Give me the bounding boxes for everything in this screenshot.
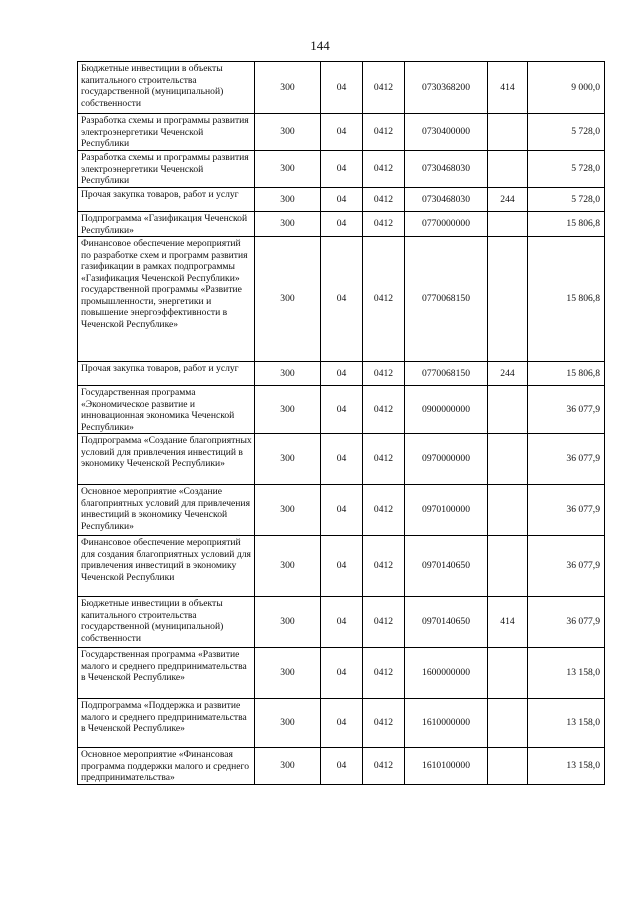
row-section: 04	[321, 434, 363, 485]
row-target-code: 1600000000	[405, 648, 488, 699]
row-name: Прочая закупка товаров, работ и услуг	[78, 362, 255, 386]
row-name: Финансовое обеспечение мероприятий для создания благоприятных условий для привлечения инвестиций в экономику Чеченской Республики	[78, 536, 255, 597]
row-expense-type	[488, 485, 528, 536]
row-subsection: 0412	[363, 536, 405, 597]
row-subsection: 0412	[363, 151, 405, 188]
row-amount: 5 728,0	[528, 151, 605, 188]
table-row	[78, 237, 605, 362]
row-section: 04	[321, 386, 363, 434]
row-expense-type	[488, 151, 528, 188]
table-row	[78, 151, 605, 188]
row-section: 04	[321, 699, 363, 748]
row-code-300: 300	[255, 62, 321, 114]
row-section: 04	[321, 237, 363, 362]
row-target-code: 0730368200	[405, 62, 488, 114]
row-code-300: 300	[255, 485, 321, 536]
row-target-code: 0770068150	[405, 237, 488, 362]
row-target-code: 0970140650	[405, 536, 488, 597]
table-body	[78, 62, 605, 785]
table-row	[78, 114, 605, 151]
row-target-code: 0970100000	[405, 485, 488, 536]
row-subsection: 0412	[363, 597, 405, 648]
table-row	[78, 748, 605, 785]
row-amount: 13 158,0	[528, 748, 605, 785]
row-expense-type	[488, 748, 528, 785]
row-subsection: 0412	[363, 212, 405, 237]
row-expense-type: 244	[488, 188, 528, 212]
row-section: 04	[321, 114, 363, 151]
table-row	[78, 485, 605, 536]
row-code-300: 300	[255, 434, 321, 485]
row-target-code: 0730468030	[405, 151, 488, 188]
row-subsection: 0412	[363, 648, 405, 699]
row-code-300: 300	[255, 536, 321, 597]
row-code-300: 300	[255, 648, 321, 699]
row-code-300: 300	[255, 188, 321, 212]
row-name: Финансовое обеспечение мероприятий по разработке схем и программ развития газификации в рамках подпрограммы «Газификация Чеченской Республики» государственной программы «Развитие промышленности, энергетики и повышение энергоэффективности в Чеченской Республике»	[78, 237, 255, 362]
row-name: Разработка схемы и программы развития электроэнергетики Чеченской Республики	[78, 151, 255, 188]
row-subsection: 0412	[363, 62, 405, 114]
row-expense-type	[488, 434, 528, 485]
row-section: 04	[321, 188, 363, 212]
row-name: Разработка схемы и программы развития электроэнергетики Чеченской Республики	[78, 114, 255, 151]
row-code-300: 300	[255, 386, 321, 434]
row-code-300: 300	[255, 237, 321, 362]
row-name: Бюджетные инвестиции в объекты капитального строительства государственной (муниципальной) собственности	[78, 597, 255, 648]
row-target-code: 0770000000	[405, 212, 488, 237]
row-code-300: 300	[255, 748, 321, 785]
row-subsection: 0412	[363, 114, 405, 151]
row-code-300: 300	[255, 362, 321, 386]
row-expense-type: 414	[488, 597, 528, 648]
row-expense-type	[488, 237, 528, 362]
row-code-300: 300	[255, 212, 321, 237]
row-name: Государственная программа «Экономическое развитие и инновационная экономика Чеченской Республики»	[78, 386, 255, 434]
row-code-300: 300	[255, 597, 321, 648]
row-subsection: 0412	[363, 386, 405, 434]
row-expense-type	[488, 536, 528, 597]
row-target-code: 0970000000	[405, 434, 488, 485]
row-expense-type	[488, 114, 528, 151]
row-amount: 9 000,0	[528, 62, 605, 114]
row-section: 04	[321, 648, 363, 699]
row-target-code: 0730468030	[405, 188, 488, 212]
row-section: 04	[321, 536, 363, 597]
table-row	[78, 188, 605, 212]
row-subsection: 0412	[363, 188, 405, 212]
row-subsection: 0412	[363, 699, 405, 748]
row-code-300: 300	[255, 151, 321, 188]
row-name: Подпрограмма «Газификация Чеченской Республики»	[78, 212, 255, 237]
row-target-code: 1610100000	[405, 748, 488, 785]
table-row	[78, 648, 605, 699]
row-amount: 36 077,9	[528, 536, 605, 597]
row-subsection: 0412	[363, 748, 405, 785]
row-target-code: 0900000000	[405, 386, 488, 434]
row-amount: 36 077,9	[528, 386, 605, 434]
row-amount: 15 806,8	[528, 362, 605, 386]
table-row	[78, 362, 605, 386]
row-section: 04	[321, 748, 363, 785]
row-name: Подпрограмма «Создание благоприятных условий для привлечения инвестиций в экономику Чеченской Республики»	[78, 434, 255, 485]
row-name: Государственная программа «Развитие малого и среднего предпринимательства в Чеченской Республике»	[78, 648, 255, 699]
row-name: Прочая закупка товаров, работ и услуг	[78, 188, 255, 212]
row-section: 04	[321, 362, 363, 386]
table-row	[78, 386, 605, 434]
table-row	[78, 597, 605, 648]
row-name: Подпрограмма «Поддержка и развитие малого и среднего предпринимательства в Чеченской Республике»	[78, 699, 255, 748]
row-amount: 36 077,9	[528, 597, 605, 648]
row-amount: 15 806,8	[528, 212, 605, 237]
row-name: Основное мероприятие «Создание благоприятных условий для привлечения инвестиций в экономику Чеченской Республики»	[78, 485, 255, 536]
row-amount: 5 728,0	[528, 114, 605, 151]
page-number: 144	[310, 38, 330, 53]
row-section: 04	[321, 485, 363, 536]
row-expense-type	[488, 212, 528, 237]
row-section: 04	[321, 597, 363, 648]
row-target-code: 0770068150	[405, 362, 488, 386]
table-row	[78, 536, 605, 597]
row-section: 04	[321, 62, 363, 114]
row-amount: 5 728,0	[528, 188, 605, 212]
table-row	[78, 434, 605, 485]
row-name: Основное мероприятие «Финансовая программа поддержки малого и среднего предпринимательства»	[78, 748, 255, 785]
budget-table	[77, 61, 605, 785]
row-expense-type	[488, 699, 528, 748]
row-section: 04	[321, 151, 363, 188]
row-expense-type: 244	[488, 362, 528, 386]
row-code-300: 300	[255, 114, 321, 151]
row-amount: 36 077,9	[528, 485, 605, 536]
row-amount: 15 806,8	[528, 237, 605, 362]
row-amount: 13 158,0	[528, 699, 605, 748]
row-name: Бюджетные инвестиции в объекты капитального строительства государственной (муниципальной) собственности	[78, 62, 255, 114]
row-subsection: 0412	[363, 362, 405, 386]
row-subsection: 0412	[363, 434, 405, 485]
row-target-code: 0730400000	[405, 114, 488, 151]
row-amount: 36 077,9	[528, 434, 605, 485]
row-subsection: 0412	[363, 237, 405, 362]
row-expense-type: 414	[488, 62, 528, 114]
table-row	[78, 699, 605, 748]
row-expense-type	[488, 386, 528, 434]
row-expense-type	[488, 648, 528, 699]
table-row	[78, 212, 605, 237]
table-row	[78, 62, 605, 114]
row-subsection: 0412	[363, 485, 405, 536]
row-code-300: 300	[255, 699, 321, 748]
row-target-code: 0970140650	[405, 597, 488, 648]
row-target-code: 1610000000	[405, 699, 488, 748]
row-section: 04	[321, 212, 363, 237]
row-amount: 13 158,0	[528, 648, 605, 699]
